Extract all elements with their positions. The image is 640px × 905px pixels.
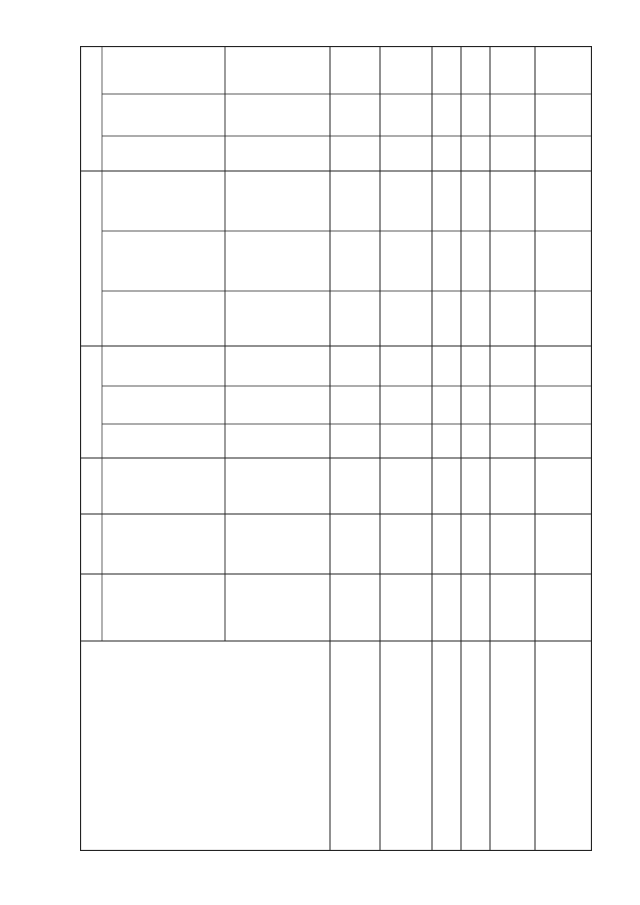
activities-table: [80, 46, 592, 851]
grid-lines: [80, 46, 592, 851]
table-grid: [80, 46, 592, 851]
table-border: [81, 47, 592, 851]
